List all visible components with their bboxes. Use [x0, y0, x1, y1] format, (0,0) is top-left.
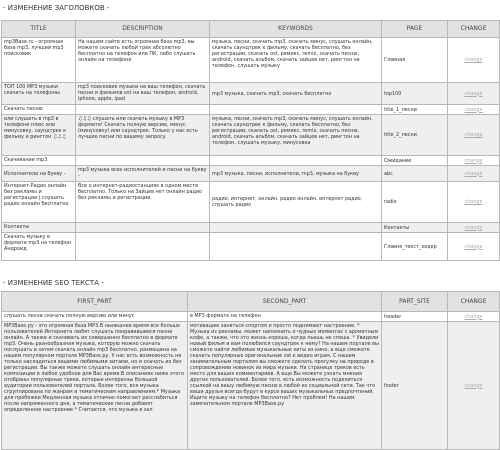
cell-page: Главня_текст_хедер — [382, 233, 448, 261]
cell-keywords — [210, 156, 382, 166]
cell-description — [76, 223, 210, 233]
change-link[interactable] — [448, 233, 500, 261]
cell-keywords: mp3 музыка, песни, исполнители, mp3, музыка на букву — [210, 166, 382, 182]
cell-description: Все о интернет-радиостанциях в одном месте бесплатно. Только на Зайцев нет онлайн радио без рекламы и регистрации. — [76, 182, 210, 223]
cell-description: ♫♫♫ слушать или скачать музыку в MP3 формате! Скачать полную версию, минус (минусовку) или саундтрек. Только у нас есть лучшие песни по вашему запросу — [76, 115, 210, 156]
change-link[interactable] — [448, 83, 500, 105]
col-keywords: KEYWORDS — [210, 21, 382, 38]
cell-part-site: header — [382, 312, 448, 322]
col-page: PAGE — [382, 21, 448, 38]
cell-page: title_2_песни — [382, 115, 448, 156]
cell-description — [76, 105, 210, 115]
change-label[interactable]: change — [464, 57, 483, 63]
change-link[interactable] — [448, 156, 500, 166]
cell-page: radio — [382, 182, 448, 223]
cell-second-part: в MP3 формате на телефон — [188, 312, 382, 322]
col-title: TITLE — [2, 21, 76, 38]
change-link[interactable] — [448, 182, 500, 223]
cell-page: top100 — [382, 83, 448, 105]
cell-description — [76, 233, 210, 261]
cell-description: mp3 музыка всех исполнителей и песни на букву - — [76, 166, 210, 182]
change-label[interactable]: change — [464, 106, 483, 113]
cell-title: ТОП 100 MP3 музыки скачать на телефоны — [2, 83, 76, 105]
change-link[interactable] — [448, 322, 500, 450]
change-link[interactable] — [448, 115, 500, 156]
first-part-text: MP3Base.ру - это огромная база MP3.В нынешнее время все больше пользователей Интернета любят слушать понравившиеся песни онлайн. А также и скачивать их совершенно бесплатно в формате mp3. Очень разнообразная музыка, которую можно скачать послушать и затем скачать онлайн mp3 бесплатно, размещена на нашем популярном портале MP3Base.ру. У нас есть возможность не только насладиться вашими любимыми хитами, но и скачать их без регистрации. Вы также можете слушать онлайн интересные композиции в любое удобное для Вас время.В описаниях ниже этого отобраны популярные треки, которые интересны большой аудитории пользователей портала. Более того, вся музыка сгруппирована по жанрам и тематическим направлениям.* Музыка для пробежки Медленная музыка отлично помогает расслабиться после напряженного дня, а тематические песни добавят определенное настроение * Считается, что музыка в зал — [4, 323, 185, 413]
cell-first-part — [2, 322, 188, 450]
change-label[interactable]: change — [464, 170, 483, 177]
cell-page: title_1_песни — [382, 105, 448, 115]
change-label[interactable]: change — [464, 243, 483, 250]
headers-table — [1, 20, 500, 261]
cell-description: На нашем сайте есть огромная база mp3, вы можете скачать любой трек абсолютно бесплатно на телефон или ПК, либо слушать онлайн на телефоне — [76, 38, 210, 83]
cell-title: Контакты — [2, 223, 76, 233]
change-label[interactable]: change — [464, 157, 483, 164]
table-row — [2, 83, 500, 105]
cell-keywords: радио, интернет, онлайн, радио онлайн, интернет радио, слушать радио — [210, 182, 382, 223]
cell-title: Интернет-Радио онлайн без рекламы и регистрации | слушать радио онлайн бесплатно — [2, 182, 76, 223]
col-description: DESCRIPTION — [76, 21, 210, 38]
change-label[interactable]: change — [464, 90, 483, 97]
cell-keywords — [210, 233, 382, 261]
table-row — [2, 182, 500, 223]
cell-keywords: музыка, песни, скачать mp3, скачать минус, слушать онлайн, скачать саундтрек к фильму, скачать бесплатно, без регистрации, скачать ost, ремикс, remix, скачать песню, android, скачать альбом, скачать зайцев нет, рингтон на телефон, слушать музыку — [210, 38, 382, 83]
change-link[interactable] — [448, 105, 500, 115]
cell-part-site: footer — [382, 322, 448, 450]
table-row — [2, 38, 500, 83]
table-row — [2, 115, 500, 156]
cell-keywords — [210, 223, 382, 233]
change-label[interactable]: change — [464, 313, 483, 320]
col-part-site: PART_SITE — [382, 292, 448, 312]
cell-first-part: слушать песни скачать полную версию или минус — [2, 312, 188, 322]
cell-page: Контакты — [382, 223, 448, 233]
change-link[interactable] — [448, 312, 500, 322]
table-row — [2, 322, 500, 450]
change-link[interactable] — [448, 38, 500, 83]
table-row — [2, 166, 500, 182]
table-row — [2, 105, 500, 115]
cell-keywords — [210, 105, 382, 115]
cell-title: Скачать музыку в формате mp3 на телефон Андроид — [2, 233, 76, 261]
change-label[interactable]: change — [464, 224, 483, 231]
col-first-part: FIRST_PART — [2, 292, 188, 312]
cell-title: Скачивание mp3 — [2, 156, 76, 166]
table-row — [2, 312, 500, 322]
cell-page: Главная — [382, 38, 448, 83]
table-row — [2, 156, 500, 166]
cell-page: Ожидание — [382, 156, 448, 166]
second-part-text: мотивацию заняться спортом и просто поднимают настроение. * Музыка из рекламы, может напомнить о чудных моментах с ароматным кофе, а также, что это жизнь хороша, когда пьешь не спеша. * Увидели новый фильм и вам полюбился саундтрек к нему? На нашем портале вы сможете найти любимые музыкальные хиты из кино, а еще сможете скачать популярные оригинальные ost к видео играм. С нашим занимательным порталом вы сможете сделать прогулку на природе в сопровождении новинок из мира музыки. На странице треков есть место для ваших комментариев. А еще Вы можете узнать мнения других пользователей. Более того, есть возможность поделиться ссылкой на вашу любимую песню в любой из социальной сети. Так что ваши друзья всегда будут в курсе ваших музыкальных предпочтений. Ищите музыку на телефон бесплатно? Нет проблем! На нашем замечательном портале MP3Base.ру — [190, 323, 379, 407]
change-label[interactable]: change — [464, 132, 483, 138]
cell-title: или слушать в mp3 в телефоне плюс или минусовку, саундтрек к фильму и рингтон ♫♫♫ — [2, 115, 76, 156]
table-row — [2, 223, 500, 233]
col-change: CHANGE — [448, 292, 500, 312]
cell-title: Исполнители на букву - — [2, 166, 76, 182]
cell-description — [76, 156, 210, 166]
cell-description: mp3 поисковик музыки на ваш телефон, скачать песни и фильмов ost на ваш телефон, android, iphone, apple, ipad — [76, 83, 210, 105]
col-change: CHANGE — [448, 21, 500, 38]
seo-section-title: - ИЗМЕНЕНИЕ SEO ТЕКСТА - — [3, 279, 104, 287]
cell-keywords: mp3 музыка, скачать mp3, скачать бесплатно — [210, 83, 382, 105]
cell-keywords: музыка, песни, скачать mp3, скачать минус, слушать онлайн, скачать саундтрек к фильму, скачать бесплатно, без регистрации, скачать ost, ремикс, remix, скачать песню, android, скачать альбом, скачать зайцев нет, рингтон на телефон, слушать музыку, минусовка — [210, 115, 382, 156]
seo-table — [1, 291, 500, 450]
change-label[interactable]: change — [464, 199, 483, 205]
change-label[interactable]: change — [464, 382, 483, 389]
cell-second-part — [188, 322, 382, 450]
cell-title: mp3Base.ru - огромная база mp3, лучший mp3 поисковик — [2, 38, 76, 83]
cell-page: abc — [382, 166, 448, 182]
table-row — [2, 233, 500, 261]
col-second-part: SECOND_PART — [188, 292, 382, 312]
headers-section-title: - ИЗМЕНЕНИЕ ЗАГОЛОВКОВ - — [3, 4, 110, 12]
change-link[interactable] — [448, 223, 500, 233]
cell-title: Скачать песню — [2, 105, 76, 115]
change-link[interactable] — [448, 166, 500, 182]
